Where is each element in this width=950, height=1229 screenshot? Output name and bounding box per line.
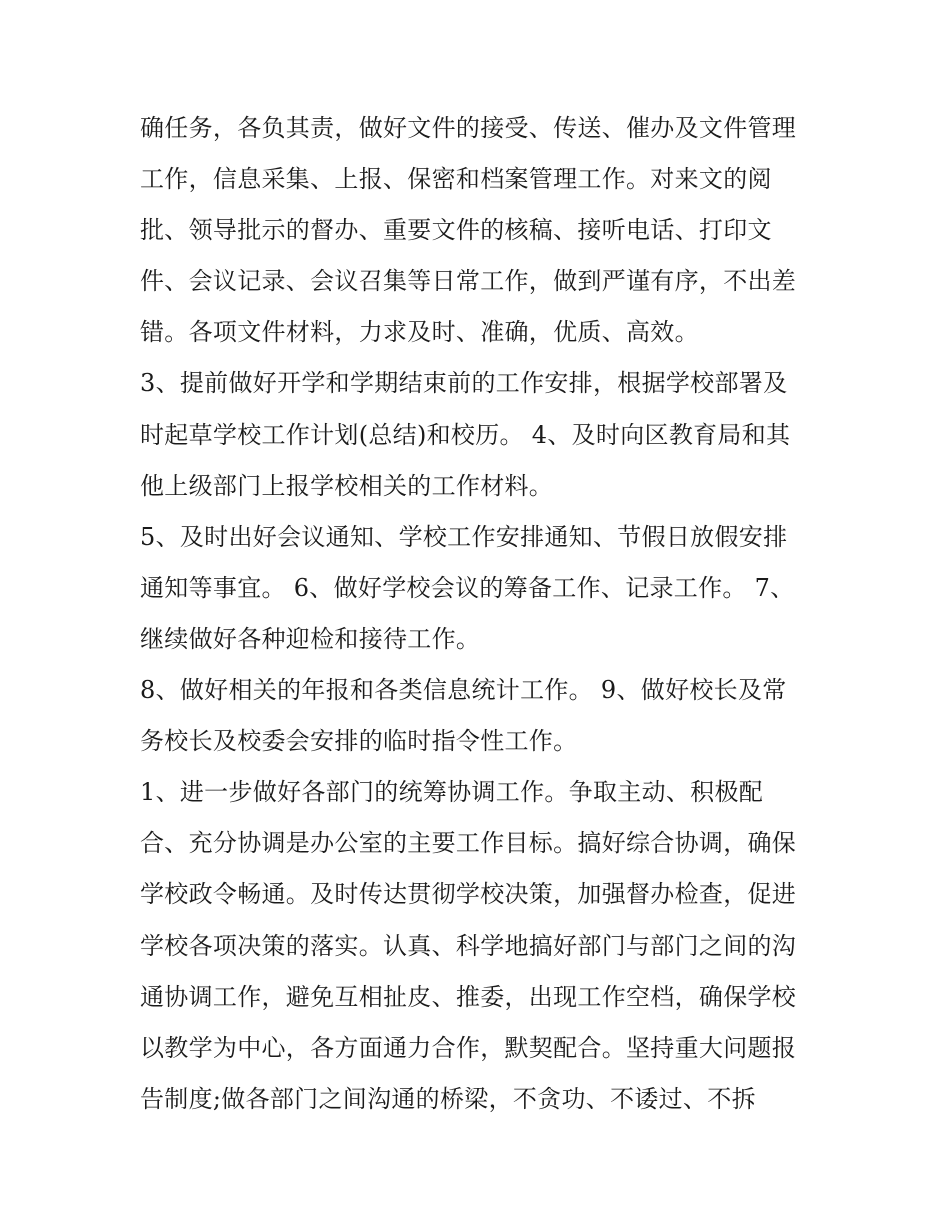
document-body bbox=[140, 103, 820, 1125]
text-line: 5、及时出好会议通知、学校工作安排通知、节假日放假安排 bbox=[140, 522, 788, 551]
text-line: 学校各项决策的落实。认真、科学地搞好部门与部门之间的沟 bbox=[140, 931, 797, 960]
text-line: 告制度;做各部门之间沟通的桥梁，不贪功、不诿过、不拆 bbox=[140, 1084, 756, 1113]
text-line: 通协调工作，避免互相扯皮、推委，出现工作空档，确保学校 bbox=[140, 982, 797, 1011]
text-line: 8、做好相关的年报和各类信息统计工作。 9、做好校长及常 bbox=[140, 676, 787, 705]
text-line: 务校长及校委会安排的临时指令性工作。 bbox=[140, 727, 578, 756]
text-line: 工作，信息采集、上报、保密和档案管理工作。对来文的阅 bbox=[140, 165, 772, 194]
text-line: 确任务，各负其责，做好文件的接受、传送、催办及文件管理 bbox=[140, 114, 797, 142]
text-line: 通知等事宜。 6、做好学校会议的筹备工作、记录工作。 7、 bbox=[140, 573, 795, 602]
text-line: 合、充分协调是办公室的主要工作目标。搞好综合协调，确保 bbox=[140, 829, 797, 858]
text-line: 继续做好各种迎检和接待工作。 bbox=[140, 624, 481, 653]
text-line: 以教学为中心，各方面通力合作，默契配合。坚持重大问题报 bbox=[140, 1033, 797, 1062]
text-line: 他上级部门上报学校相关的工作材料。 bbox=[140, 471, 554, 500]
text-line: 时起草学校工作计划(总结)和校历。 4、及时向区教育局和其 bbox=[140, 420, 791, 449]
text-line: 1、进一步做好各部门的统筹协调工作。争取主动、积极配 bbox=[140, 778, 764, 807]
text-line: 件、会议记录、会议召集等日常工作，做到严谨有序，不出差 bbox=[140, 267, 797, 296]
text-line: 批、领导批示的督办、重要文件的核稿、接听电话、打印文 bbox=[140, 216, 772, 245]
text-line: 学校政令畅通。及时传达贯彻学校决策，加强督办检查，促进 bbox=[140, 880, 797, 909]
text-line: 3、提前做好开学和学期结束前的工作安排，根据学校部署及 bbox=[140, 369, 788, 398]
text-line: 错。各项文件材料，力求及时、准确，优质、高效。 bbox=[140, 318, 699, 347]
